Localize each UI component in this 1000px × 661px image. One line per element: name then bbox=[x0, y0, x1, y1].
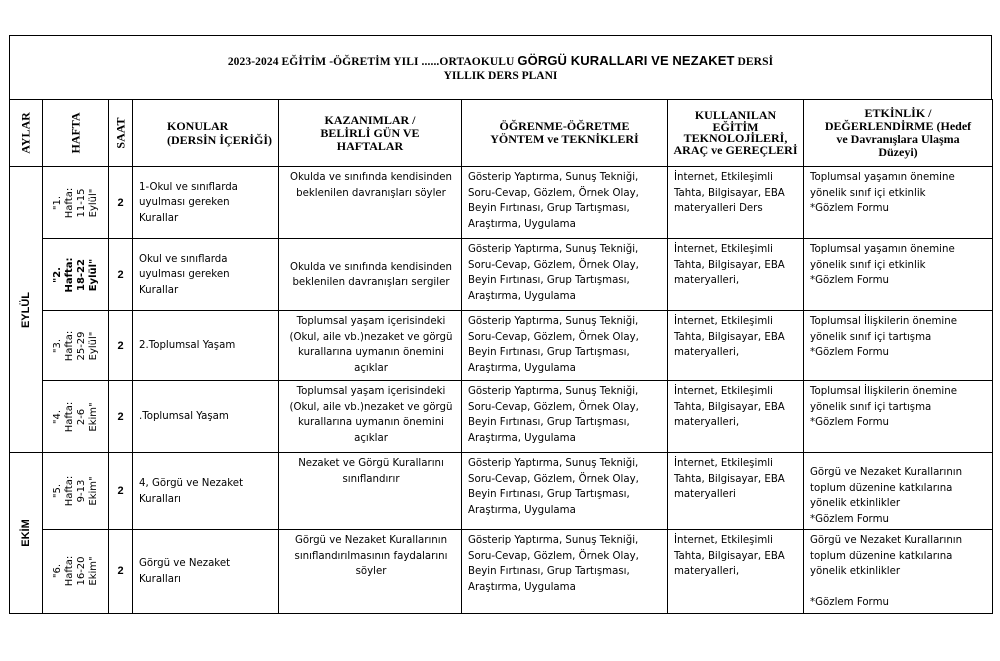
week-label: "6. Hafta: 16-20 Ekim" bbox=[51, 556, 99, 587]
outcome-cell: Görgü ve Nezaket Kurallarının sınıflandırılmasının faydalarını söyler bbox=[279, 530, 462, 614]
hour-cell: 2 bbox=[109, 530, 133, 614]
week-label: "2. Hafta: 18-22 Eylül" bbox=[51, 257, 99, 292]
month-cell bbox=[10, 167, 43, 453]
week-label: "4. Hafta: 2-6 Ekim" bbox=[51, 401, 99, 432]
method-cell: Gösterip Yaptırma, Sunuş Tekniği, Soru-Cevap, Gözlem, Örnek Olay, Beyin Fırtınası, Grup Tartışması, Araştırma, Uygulama bbox=[462, 453, 668, 530]
tools-cell: İnternet, Etkileşimli Tahta, Bilgisayar, EBA materyalleri Ders bbox=[668, 167, 804, 239]
table-row bbox=[10, 381, 993, 453]
topic-cell: .Toplumsal Yaşam bbox=[133, 381, 279, 453]
method-cell: Gösterip Yaptırma, Sunuş Tekniği, Soru-Cevap, Gözlem, Örnek Olay, Beyin Fırtınası, Grup Tartışması, Araştırma, Uygulama bbox=[462, 167, 668, 239]
title-line-1 bbox=[228, 53, 773, 68]
table-row bbox=[10, 311, 993, 381]
outcome-cell: Nezaket ve Görgü Kurallarını sınıflandırır bbox=[279, 453, 462, 530]
header-topics: KONULAR (DERSİN İÇERİĞİ) bbox=[133, 100, 279, 167]
header-hour: SAAT bbox=[109, 100, 133, 167]
hour-cell: 2 bbox=[109, 311, 133, 381]
header-months: AYLAR bbox=[10, 100, 43, 167]
tools-cell: İnternet, Etkileşimli Tahta, Bilgisayar, EBA materyalleri, bbox=[668, 311, 804, 381]
topic-cell: 1-Okul ve sınıflarda uyulması gereken Kurallar bbox=[133, 167, 279, 239]
table-row bbox=[10, 530, 993, 614]
header-row bbox=[10, 100, 993, 167]
week-cell bbox=[43, 311, 109, 381]
outcome-cell: Okulda ve sınıfında kendisinden beklenilen davranışları sergiler bbox=[279, 239, 462, 311]
header-outcomes: KAZANIMLAR / BELİRLİ GÜN VE HAFTALAR bbox=[279, 100, 462, 167]
header-tools: KULLANILAN EĞİTİM TEKNOLOJİLERİ, ARAÇ ve GEREÇLERİ bbox=[668, 100, 804, 167]
outcome-cell: Toplumsal yaşam içerisindeki (Okul, aile vb.)nezaket ve görgü kurallarına uymanın önemini açıklar bbox=[279, 311, 462, 381]
topic-cell: Okul ve sınıflarda uyulması gereken Kurallar bbox=[133, 239, 279, 311]
week-cell bbox=[43, 453, 109, 530]
activity-cell: Görgü ve Nezaket Kurallarının toplum düzenine katkılarına yönelik etkinlikler *Gözlem Formu bbox=[804, 453, 993, 530]
hour-cell: 2 bbox=[109, 453, 133, 530]
tools-cell: İnternet, Etkileşimli Tahta, Bilgisayar, EBA materyalleri, bbox=[668, 381, 804, 453]
tools-cell: İnternet, Etkileşimli Tahta, Bilgisayar, EBA materyalleri bbox=[668, 453, 804, 530]
header-activities: ETKİNLİK / DEĞERLENDİRME (Hedef ve Davranışlara Ulaşma Düzeyi) bbox=[804, 100, 993, 167]
activity-cell: Görgü ve Nezaket Kurallarının toplum düzenine katkılarına yönelik etkinlikler *Gözlem Formu bbox=[804, 530, 993, 614]
method-cell: Gösterip Yaptırma, Sunuş Tekniği, Soru-Cevap, Gözlem, Örnek Olay, Beyin Fırtınası, Grup Tartışması, Araştırma, Uygulama bbox=[462, 239, 668, 311]
table-row bbox=[10, 453, 993, 530]
tools-cell: İnternet, Etkileşimli Tahta, Bilgisayar, EBA materyalleri, bbox=[668, 239, 804, 311]
week-label: "1. Hafta: 11-15 Eylül" bbox=[51, 187, 99, 218]
header-week: HAFTA bbox=[43, 100, 109, 167]
topic-cell: Görgü ve Nezaket Kuralları bbox=[133, 530, 279, 614]
week-cell bbox=[43, 530, 109, 614]
title-line-2: YILLIK DERS PLANI bbox=[443, 70, 558, 82]
activity-cell: Toplumsal İlişkilerin önemine yönelik sınıf içi tartışma *Gözlem Formu bbox=[804, 311, 993, 381]
method-cell: Gösterip Yaptırma, Sunuş Tekniği, Soru-Cevap, Gözlem, Örnek Olay, Beyin Fırtınası, Grup Tartışması, Araştırma, Uygulama bbox=[462, 381, 668, 453]
title-school: ORTAOKULU bbox=[439, 56, 518, 68]
activity-cell: Toplumsal yaşamın önemine yönelik sınıf içi etkinlik *Gözlem Formu bbox=[804, 239, 993, 311]
method-cell: Gösterip Yaptırma, Sunuş Tekniği, Soru-Cevap, Gözlem, Örnek Olay, Beyin Fırtınası, Grup Tartışması, Araştırma, Uygulama bbox=[462, 530, 668, 614]
month-label: EKİM bbox=[20, 519, 32, 547]
outcome-cell: Okulda ve sınıfında kendisinden beklenilen davranışları söyler bbox=[279, 167, 462, 239]
activity-cell: Toplumsal İlişkilerin önemine yönelik sınıf içi tartışma *Gözlem Formu bbox=[804, 381, 993, 453]
table-row bbox=[10, 167, 993, 239]
topic-cell: 4, Görgü ve Nezaket Kuralları bbox=[133, 453, 279, 530]
month-cell bbox=[10, 453, 43, 614]
title-course: GÖRGÜ KURALLARI VE NEZAKET bbox=[517, 53, 735, 68]
topic-cell: 2.Toplumsal Yaşam bbox=[133, 311, 279, 381]
outcome-cell: Toplumsal yaşam içerisindeki (Okul, aile vb.)nezaket ve görgü kurallarına uymanın önemini açıklar bbox=[279, 381, 462, 453]
title-suffix: DERSİ bbox=[734, 56, 774, 68]
week-label: "3. Hafta: 25-29 Eylül" bbox=[51, 330, 99, 361]
week-cell bbox=[43, 167, 109, 239]
table-row bbox=[10, 239, 993, 311]
method-cell: Gösterip Yaptırma, Sunuş Tekniği, Soru-Cevap, Gözlem, Örnek Olay, Beyin Fırtınası, Grup Tartışması, Araştırma, Uygulama bbox=[462, 311, 668, 381]
title-year: 2023-2024 EĞİTİM -ÖĞRETİM YILI bbox=[227, 56, 422, 68]
month-label: EYLÜL bbox=[20, 291, 32, 328]
header-methods: ÖĞRENME-ÖĞRETME YÖNTEM ve TEKNİKLERİ bbox=[462, 100, 668, 167]
week-cell bbox=[43, 239, 109, 311]
week-label: "5. Hafta: 9-13 Ekim" bbox=[51, 475, 99, 507]
hour-cell: 2 bbox=[109, 167, 133, 239]
plan-table bbox=[9, 99, 993, 614]
document-title bbox=[9, 35, 992, 99]
hour-cell: 2 bbox=[109, 239, 133, 311]
title-dots: ...... bbox=[421, 56, 440, 68]
activity-cell: Toplumsal yaşamın önemine yönelik sınıf içi etkinlik *Gözlem Formu bbox=[804, 167, 993, 239]
week-cell bbox=[43, 381, 109, 453]
tools-cell: İnternet, Etkileşimli Tahta, Bilgisayar, EBA materyalleri, bbox=[668, 530, 804, 614]
hour-cell: 2 bbox=[109, 381, 133, 453]
plan-document bbox=[9, 35, 992, 614]
